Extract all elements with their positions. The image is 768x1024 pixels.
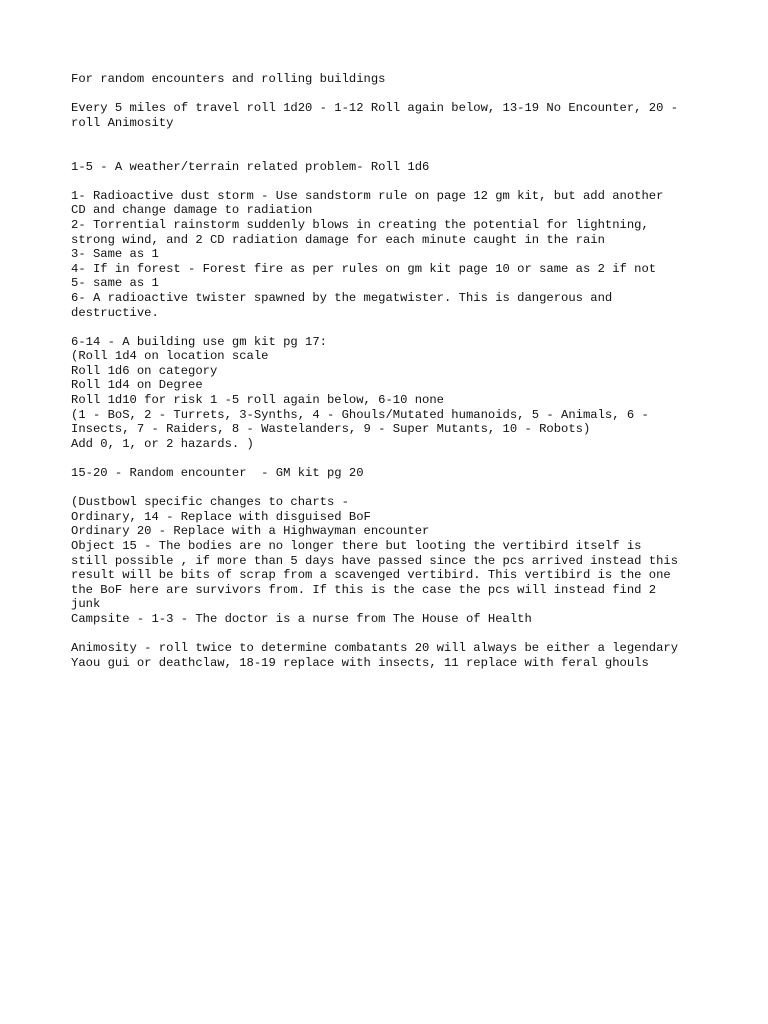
weather-section-heading: 1-5 - A weather/terrain related problem- Roll 1d6 — [71, 159, 430, 174]
building-roll-risk: Roll 1d10 for risk 1 -5 roll again below, 6-10 none — [71, 393, 444, 408]
weather-item-6-line-1: 6- A radioactive twister spawned by the megatwister. This is dangerous and — [71, 290, 613, 305]
change-campsite: Campsite - 1-3 - The doctor is a nurse from The House of Health — [71, 611, 532, 626]
blank-line — [71, 87, 708, 102]
blank-line — [71, 130, 708, 145]
change-object-15-line-4: the BoF here are survivors from. If this is the case the pcs will instead find 2 — [71, 582, 657, 597]
document-title: For random encounters and rolling buildings — [71, 72, 386, 86]
blank-line — [71, 174, 708, 189]
weather-item-5: 5- same as 1 — [71, 276, 159, 291]
building-roll-category: Roll 1d6 on category — [71, 363, 218, 378]
change-object-15-line-5: junk — [71, 597, 101, 612]
travel-roll-rule-line-1: Every 5 miles of travel roll 1d20 - 1-12 Roll again below, 13-19 No Encounter, 20 - — [71, 101, 679, 116]
weather-item-2-line-1: 2- Torrential rainstorm suddenly blows in creating the potential for lightning, — [71, 217, 649, 232]
dustbowl-changes-heading: (Dustbowl specific changes to charts - — [71, 495, 349, 510]
weather-item-1-line-2: CD and change damage to radiation — [71, 203, 313, 218]
building-hazards: Add 0, 1, or 2 hazards. ) — [71, 436, 254, 451]
travel-roll-rule-line-2: roll Animosity — [71, 115, 174, 130]
change-object-15-line-2: still possible , if more than 5 days have passed since the pcs arrived instead this — [71, 553, 679, 568]
building-section-heading: 6-14 - A building use gm kit pg 17: — [71, 334, 327, 349]
change-ordinary-20: Ordinary 20 - Replace with a Highwayman encounter — [71, 524, 430, 539]
weather-item-1-line-1: 1- Radioactive dust storm - Use sandstorm rule on page 12 gm kit, but add another — [71, 188, 664, 203]
building-roll-location: (Roll 1d4 on location scale — [71, 349, 269, 364]
building-risk-list-line-1: (1 - BoS, 2 - Turrets, 3-Synths, 4 - Ghouls/Mutated humanoids, 5 - Animals, 6 - — [71, 407, 649, 422]
building-roll-degree: Roll 1d4 on Degree — [71, 378, 203, 393]
blank-line — [71, 320, 708, 335]
blank-line — [71, 145, 708, 160]
random-encounter-heading: 15-20 - Random encounter - GM kit pg 20 — [71, 466, 364, 481]
change-object-15-line-1: Object 15 - The bodies are no longer there but looting the vertibird itself is — [71, 539, 642, 553]
change-ordinary-14: Ordinary, 14 - Replace with disguised BoF — [71, 509, 371, 524]
weather-item-6-line-2: destructive. — [71, 305, 159, 320]
weather-item-3: 3- Same as 1 — [71, 247, 159, 262]
weather-item-2-line-2: strong wind, and 2 CD radiation damage for each minute caught in the rain — [71, 232, 605, 247]
blank-line — [71, 627, 708, 642]
blank-line — [71, 451, 708, 466]
building-risk-list-line-2: Insects, 7 - Raiders, 8 - Wastelanders, 9 - Super Mutants, 10 - Robots) — [71, 422, 591, 437]
weather-item-4: 4- If in forest - Forest fire as per rules on gm kit page 10 or same as 2 if not — [71, 261, 657, 276]
blank-line — [71, 481, 708, 496]
animosity-rule-line-2: Yaou gui or deathclaw, 18-19 replace with insects, 11 replace with feral ghouls — [71, 655, 649, 670]
animosity-rule-line-1: Animosity - roll twice to determine combatants 20 will always be either a legendary — [71, 641, 679, 656]
change-object-15-line-3: result will be bits of scrap from a scavenged vertibird. This vertibird is the one — [71, 568, 671, 583]
